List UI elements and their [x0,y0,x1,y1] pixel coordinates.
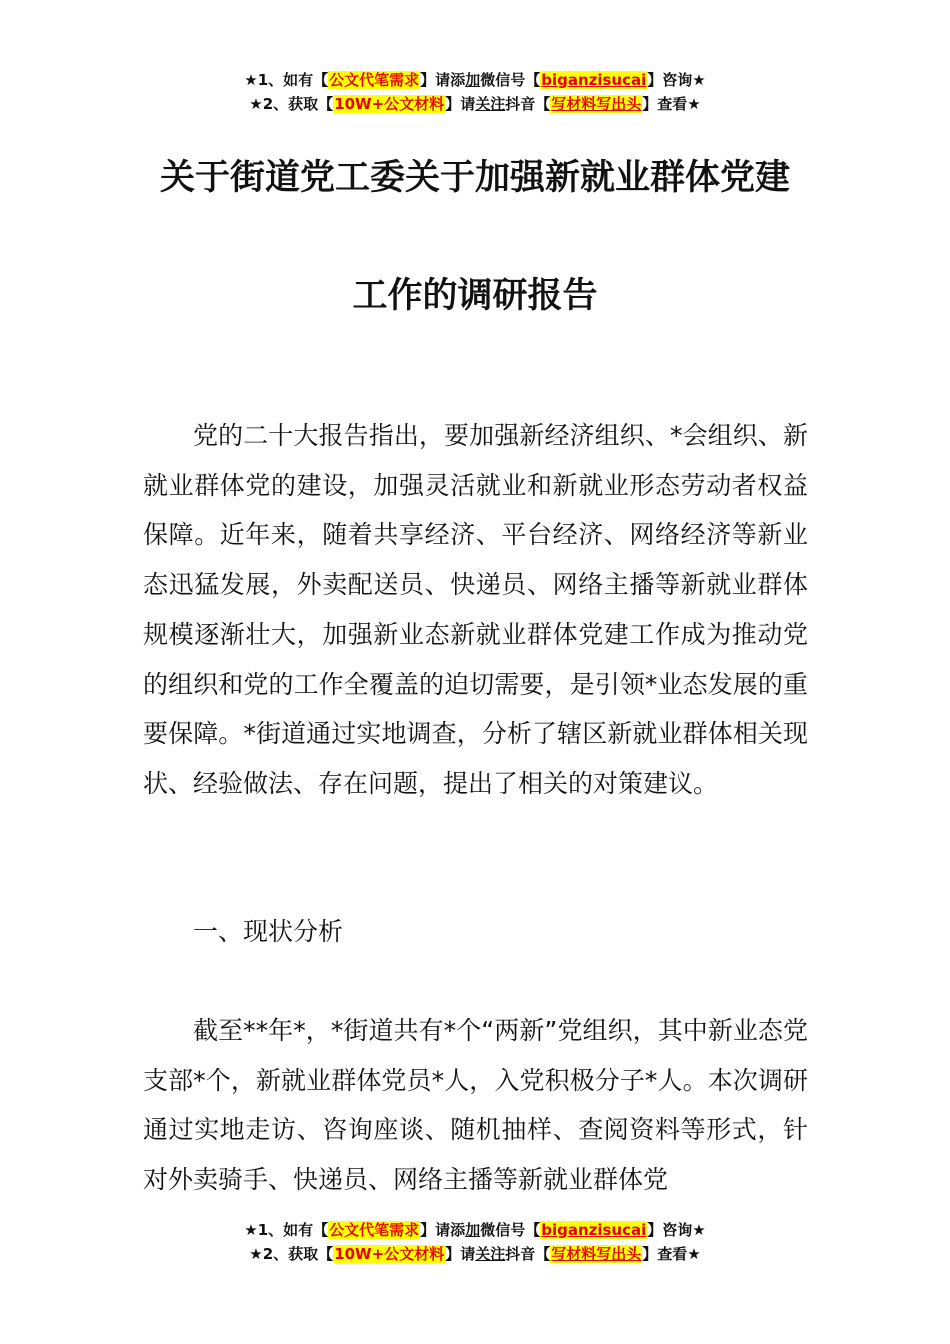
section-heading: 一、现状分析 [193,917,344,946]
banner-line-1 [0,1218,950,1242]
banner-wechat-id: biganzisucai [541,1221,647,1239]
banner-highlight: 10W+公文材料 [334,95,445,113]
top-banner [0,68,950,116]
banner-underlined: 关注 [475,95,506,113]
banner-line-1 [0,68,950,92]
banner-text: 】请添 [420,1221,466,1239]
banner-text: 微信号【 [480,1221,541,1239]
banner-line-2 [0,92,950,116]
banner-text: 】查看★ [642,95,701,113]
banner-text: 】咨询★ [647,1221,706,1239]
banner-text: 】咨询★ [647,71,706,89]
banner-text: 抖音【 [505,95,551,113]
paragraph-intro: 党的二十大报告指出，要加强新经济组织、*会组织、新就业群体党的建设，加强灵活就业和新就业形态劳动者权益保障。近年来，随着共享经济、平台经济、网络经济等新业态迅猛发展，外卖配送员、快递员、网络主播等新就业群体规模逐渐壮大，加强新业态新就业群体党建工作成为推动党的组织和党的工作全覆盖的迫切需要，是引领*业态发展的重要保障。*街道通过实地调查，分析了辖区新就业群体相关现状、经验做法、存在问题，提出了相关的对策建议。 [143,421,808,798]
banner-highlight: 公文代笔需求 [329,1221,420,1239]
banner-text: ★2、获取【 [249,1245,334,1263]
banner-highlight: 公文代笔需求 [329,71,420,89]
banner-text: ★1、如有【 [244,1221,329,1239]
banner-text: 微信号【 [480,71,541,89]
banner-text: 】查看★ [642,1245,701,1263]
document-title-line-2: 工作的调研报告 [352,276,598,316]
banner-text: 抖音【 [505,1245,551,1263]
banner-underlined: 关注 [475,1245,506,1263]
banner-text: ★2、获取【 [249,95,334,113]
bottom-banner [0,1218,950,1266]
banner-douyin-id: 写材料写出头 [551,95,642,113]
banner-underlined: 加 [465,71,481,89]
banner-wechat-id: biganzisucai [541,71,647,89]
banner-text: ★1、如有【 [244,71,329,89]
banner-highlight: 10W+公文材料 [334,1245,445,1263]
banner-line-2 [0,1242,950,1266]
banner-underlined: 加 [465,1221,481,1239]
banner-text: 】请添 [420,71,466,89]
paragraph-status: 截至**年*，*街道共有*个“两新”党组织，其中新业态党支部*个，新就业群体党员*人，入党积极分子*人。本次调研通过实地走访、咨询座谈、随机抽样、查阅资料等形式，针对外卖骑手、快递员、网络主播等新就业群体党 [143,1016,808,1195]
document-title-line-1: 关于街道党工委关于加强新就业群体党建 [159,158,790,198]
banner-text: 】请 [445,95,476,113]
banner-douyin-id: 写材料写出头 [551,1245,642,1263]
banner-text: 】请 [445,1245,476,1263]
